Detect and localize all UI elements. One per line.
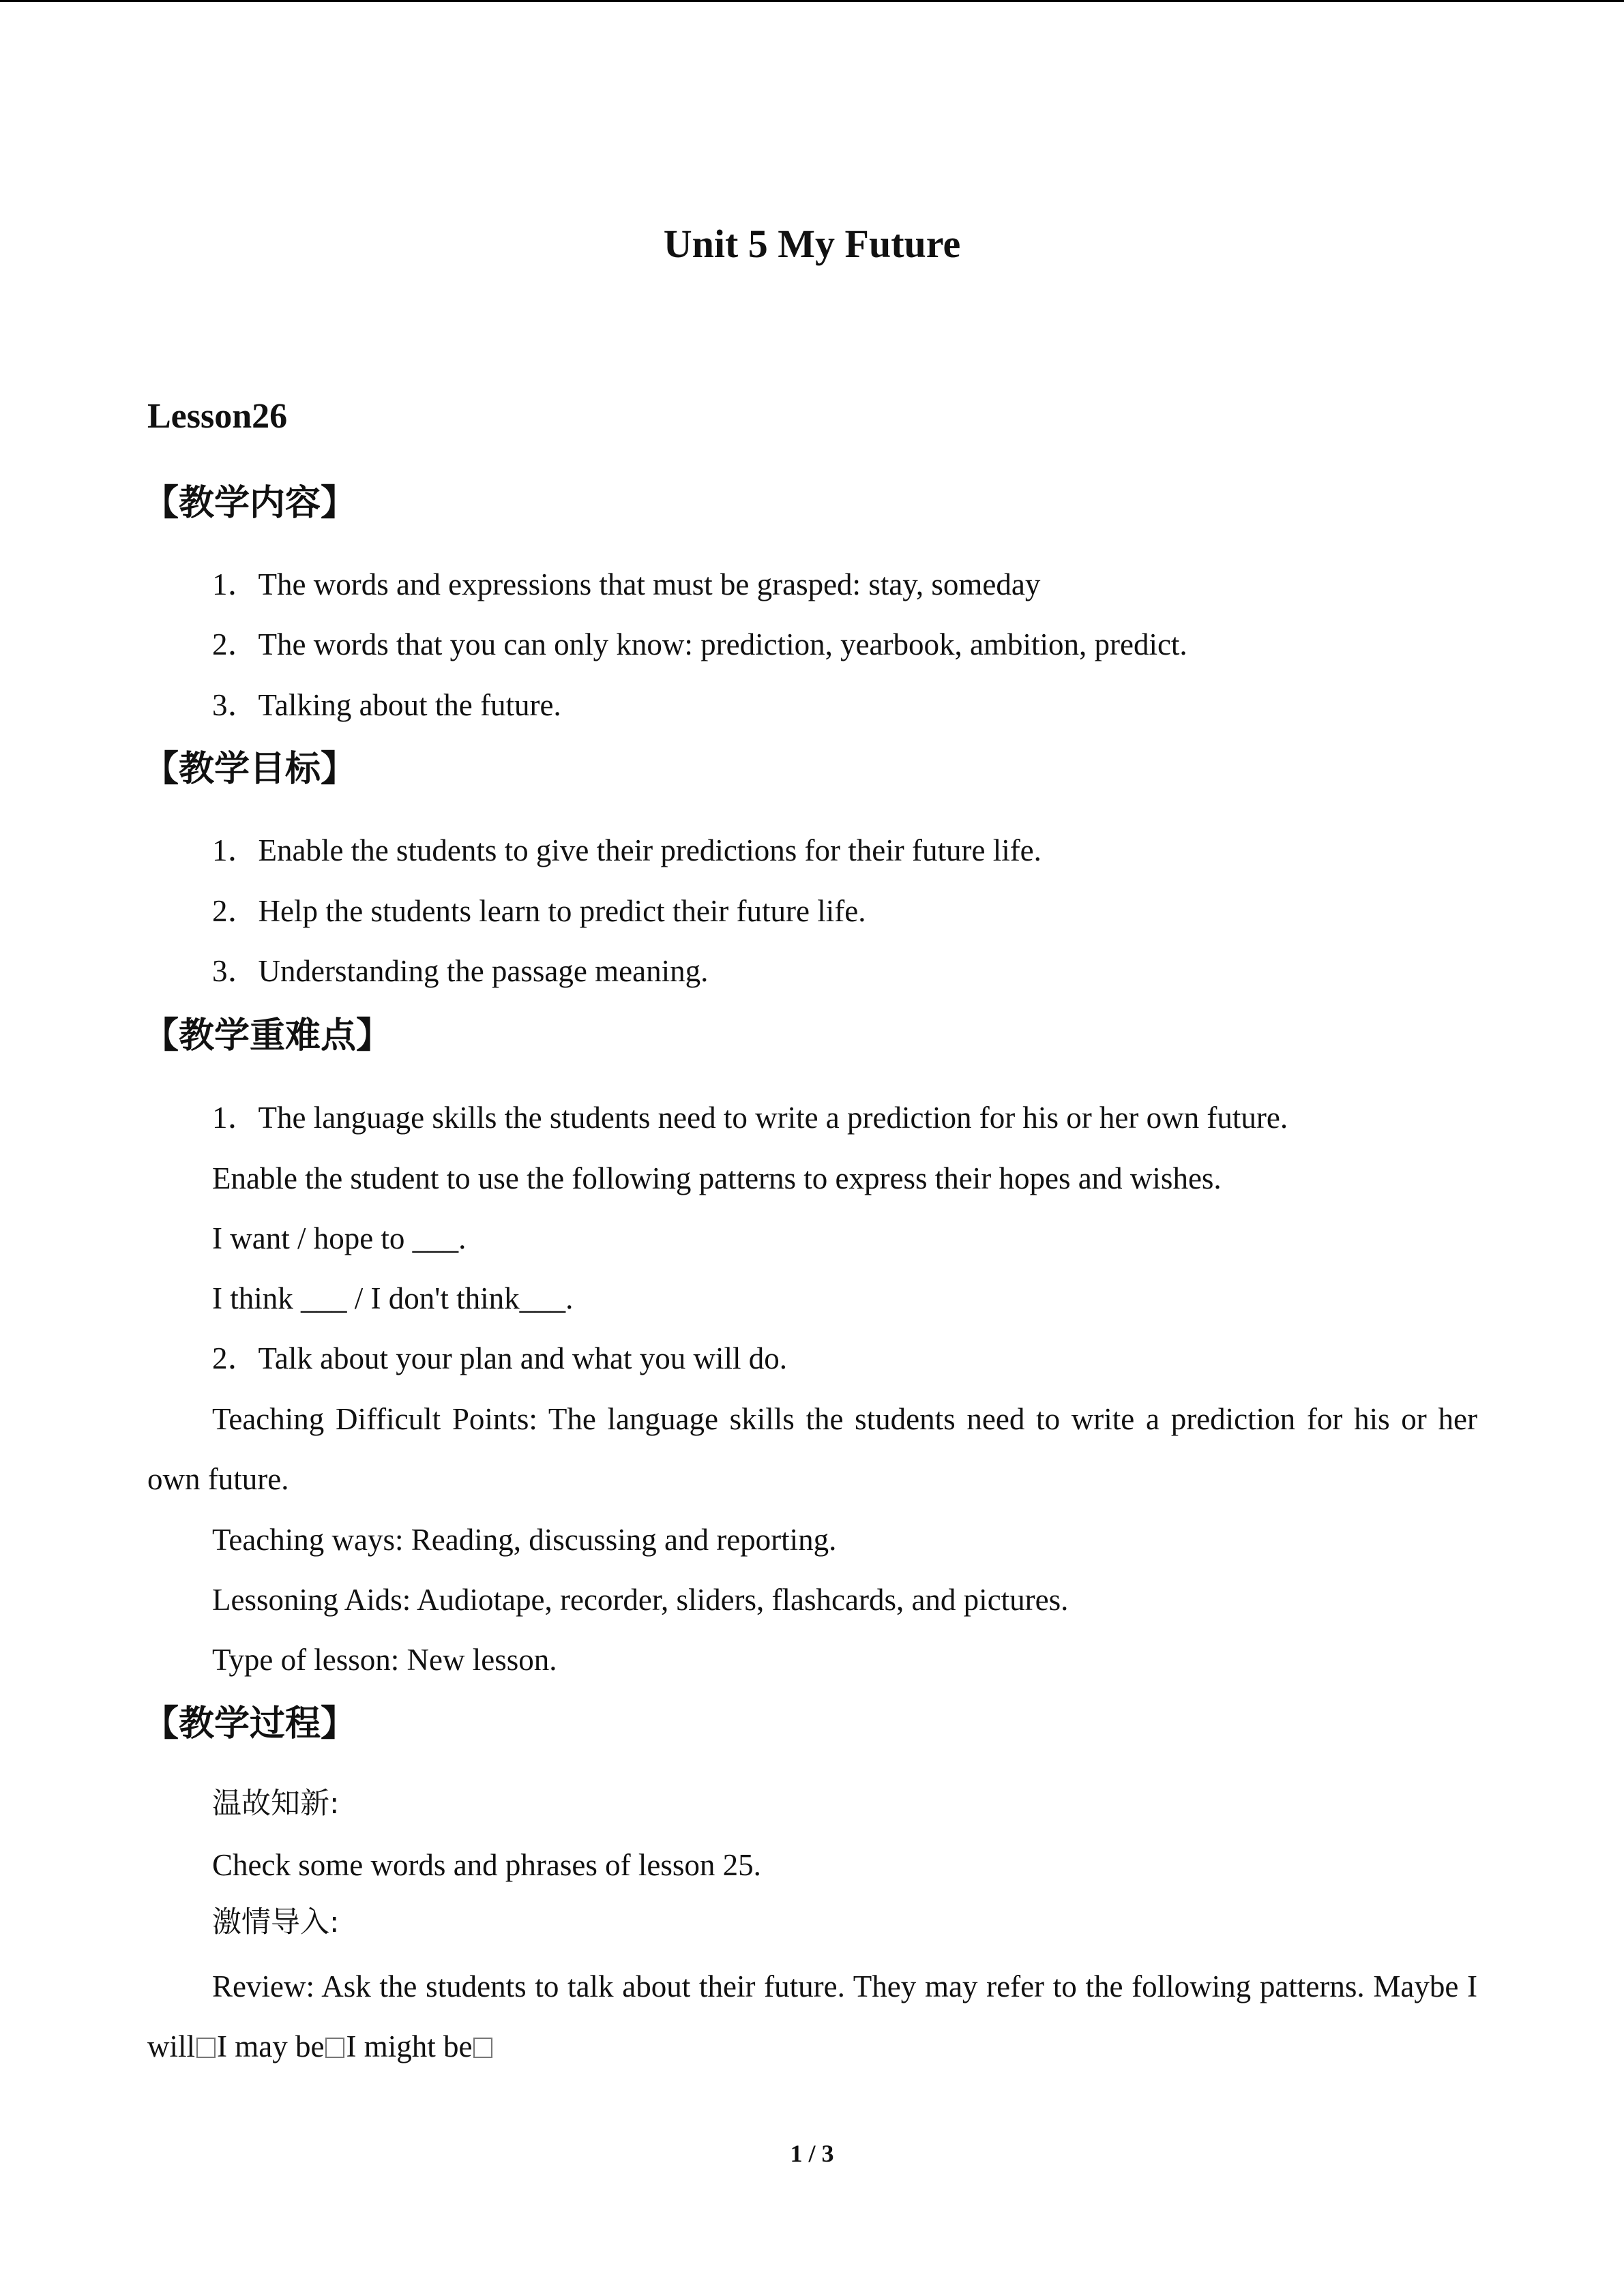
intro-label: 激情导入: [212,1905,340,1939]
section-heading-process: 【教学过程】 [143,1703,357,1744]
review-label: 温故知新: [212,1787,340,1821]
pattern-2: I may be [217,2029,325,2063]
keypoint-line-1: 1．The language skills the students need to write a prediction for his or her own future. [212,1101,1288,1135]
keypoint-line-3: I want / hope to ___. [212,1221,467,1255]
lesson-type: Type of lesson: New lesson. [212,1643,557,1677]
review-paragraph [147,1956,1477,2076]
teaching-ways: Teaching ways: Reading, discussing and reporting. [212,1523,837,1557]
section-heading-content: 【教学内容】 [143,483,357,524]
content-item-3: 3．Talking about the future. [212,688,561,722]
section-heading-keypoints: 【教学重难点】 [143,1015,392,1056]
keypoint-line-4: I think ___ / I don't think___. [212,1281,574,1315]
document-title: Unit 5 My Future [663,222,961,266]
blank-box-icon [473,2038,492,2058]
keypoint-line-2: Enable the student to use the following patterns to express their hopes and wishes. [212,1161,1222,1195]
difficult-points-paragraph: Teaching Difficult Points: The language skills the students need to write a prediction for his or her own future. [147,1402,1477,1496]
review-paragraph-text: Review: Ask the students to talk about their future. They may refer to the following patterns. [212,1969,1365,2003]
lesson-heading: Lesson26 [147,397,288,436]
pattern-3: I might be [346,2029,473,2063]
page-number: 1 / 3 [790,2140,834,2167]
goal-item-3: 3．Understanding the passage meaning. [212,954,709,988]
blank-box-icon [325,2038,344,2058]
lesson-aids: Lessoning Aids: Audiotape, recorder, sliders, flashcards, and pictures. [212,1583,1069,1617]
goal-item-1: 1．Enable the students to give their predictions for their future life. [212,833,1042,867]
section-heading-goals: 【教学目标】 [143,749,357,790]
pattern-1: Maybe I will [147,1969,1478,2063]
keypoint-line-5: 2．Talk about your plan and what you will do. [212,1341,787,1375]
review-text: Check some words and phrases of lesson 25. [212,1848,761,1882]
content-item-1: 1．The words and expressions that must be grasped: stay, someday [212,567,1041,601]
blank-box-icon [196,2038,216,2058]
content-item-2: 2．The words that you can only know: prediction, yearbook, ambition, predict. [212,627,1187,661]
goal-item-2: 2．Help the students learn to predict their future life. [212,894,866,928]
